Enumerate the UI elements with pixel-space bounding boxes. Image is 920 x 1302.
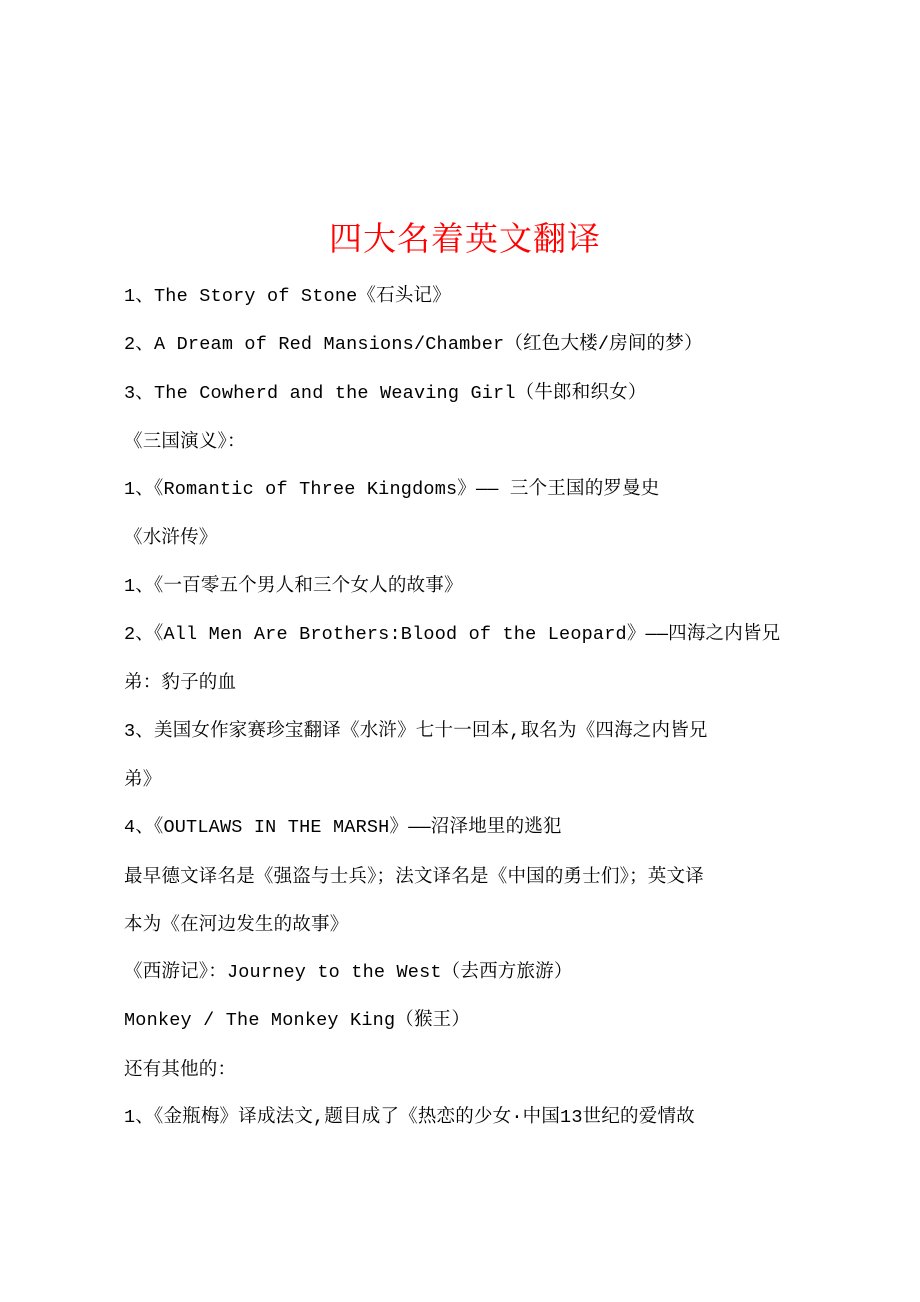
- list-item-outlaws-marsh: 4、《OUTLAWS IN THE MARSH》——沼泽地里的逃犯: [124, 817, 562, 839]
- line-monkey-king: Monkey / The Monkey King（猴王）: [124, 1010, 471, 1032]
- list-item-story-of-stone: 1、The Story of Stone《石头记》: [124, 286, 451, 307]
- section-heading-others: 还有其他的：: [124, 1058, 237, 1080]
- section-journey-west: 《西游记》：Journey to the West（去西方旅游）: [124, 962, 573, 984]
- document-title: 四大名着英文翻译: [329, 219, 601, 259]
- list-item-pearl-buck-cont: 弟》: [124, 768, 162, 790]
- list-item-105-men: 1、《一百零五个男人和三个女人的故事》: [124, 575, 463, 597]
- paragraph-translations: 最早德文译名是《强盗与士兵》；法文译名是《中国的勇士们》；英文译: [124, 865, 704, 887]
- list-item-pearl-buck: 3、美国女作家赛珍宝翻译《水浒》七十一回本,取名为《四海之内皆兄: [124, 720, 708, 742]
- list-item-romantic-three-kingdoms: 1、《Romantic of Three Kingdoms》—— 三个王国的罗曼史: [124, 479, 660, 501]
- paragraph-translations-cont: 本为《在河边发生的故事》: [124, 913, 349, 935]
- list-item-jin-ping-mei: 1、《金瓶梅》译成法文,题目成了《热恋的少女·中国13世纪的爱情故: [124, 1107, 695, 1129]
- list-item-cowherd-weaving-girl: 3、The Cowherd and the Weaving Girl（牛郎和织女）: [124, 382, 647, 404]
- list-item-all-men-brothers: 2、《All Men Are Brothers:Blood of the Leopard》——四海之内皆兄: [124, 624, 781, 646]
- section-heading-water-margin: 《水浒传》: [124, 527, 218, 549]
- list-item-all-men-brothers-cont: 弟：豹子的血: [124, 672, 237, 694]
- document-body: [124, 280, 814, 1149]
- list-item-dream-red-mansions: 2、A Dream of Red Mansions/Chamber（红色大楼/房间的梦）: [124, 334, 703, 356]
- section-heading-three-kingdoms: 《三国演义》：: [124, 430, 246, 452]
